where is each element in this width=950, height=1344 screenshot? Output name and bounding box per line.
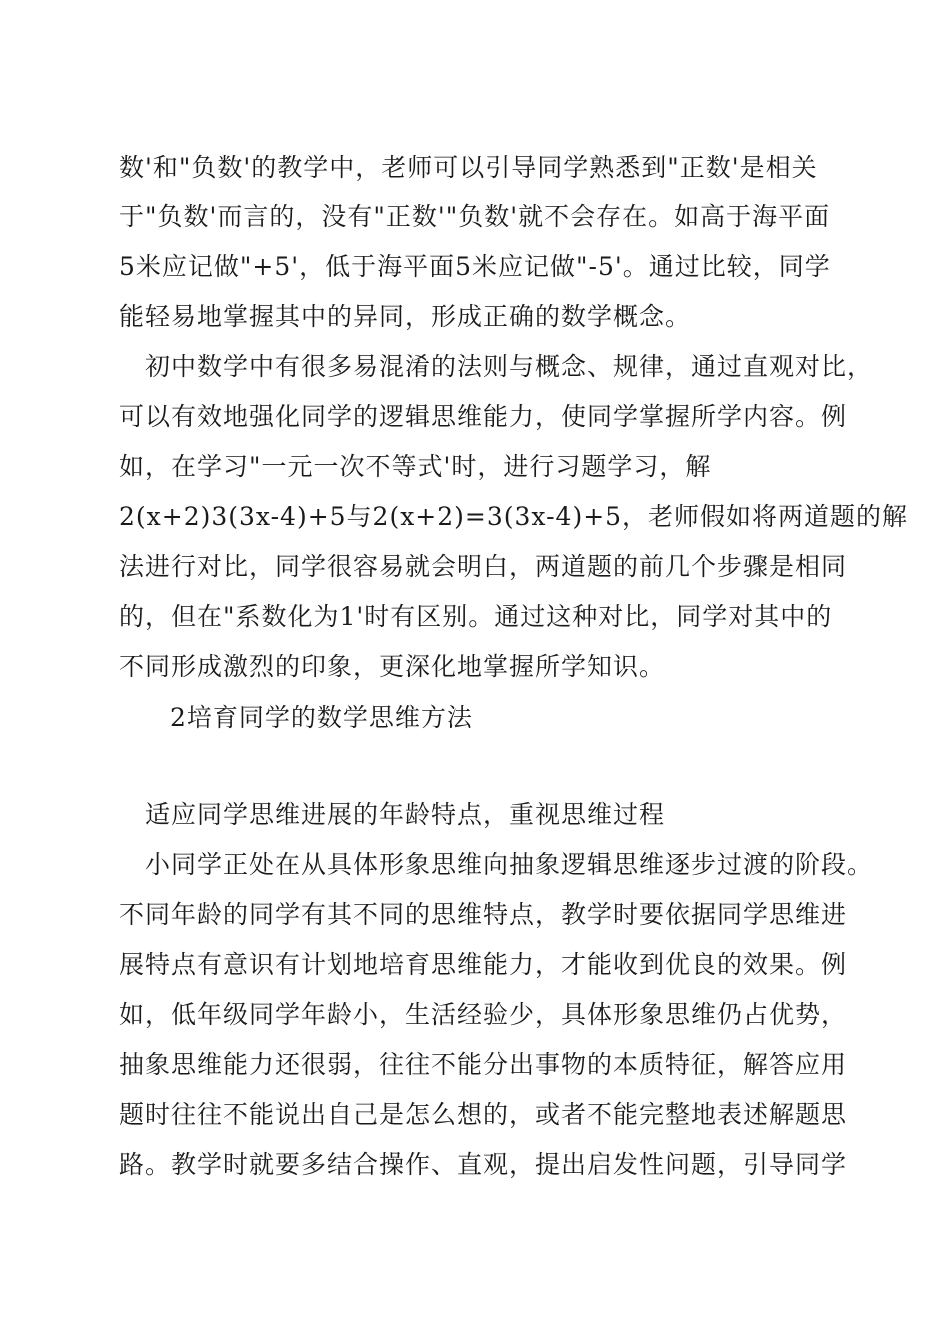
section-heading: 2培育同学的数学思维方法 [170,703,473,732]
text-line: 如，低年级同学年龄小，生活经验少，具体形象思维仍占优势， [119,1000,848,1029]
text-line: 能轻易地掌握其中的异同，形成正确的数学概念。 [119,302,692,331]
text-line: 可以有效地强化同学的逻辑思维能力，使同学掌握所学内容。例 [119,402,848,431]
text-line: 抽象思维能力还很弱，往往不能分出事物的本质特征，解答应用 [119,1050,848,1079]
text-line: 不同形成激烈的印象，更深化地掌握所学知识。 [119,652,666,681]
text-line: 数'和"负数'的教学中，老师可以引导同学熟悉到"正数'是相关 [119,153,818,182]
paragraph-first-line: 初中数学中有很多易混淆的法则与概念、规律，通过直观对比， [145,352,874,381]
subsection-heading: 适应同学思维进展的年龄特点，重视思维过程 [145,800,666,829]
text-line: 的，但在"系数化为1'时有区别。通过这种对比，同学对其中的 [119,602,833,631]
formula-line: 2(x+2)3(3x-4)+5与2(x+2)=3(3x-4)+5，老师假如将两道题的解 [119,502,909,531]
text-line: 路。教学时就要多结合操作、直观，提出启发性问题，引导同学 [119,1150,848,1179]
text-line: 展特点有意识有计划地培育思维能力，才能收到优良的效果。例 [119,950,848,979]
text-line: 5米应记做"+5'，低于海平面5米应记做"-5'。通过比较，同学 [119,252,831,281]
text-line: 法进行对比，同学很容易就会明白，两道题的前几个步骤是相同 [119,552,848,581]
text-line: 题时往往不能说出自己是怎么想的，或者不能完整地表述解题思 [119,1100,848,1129]
text-line: 如，在学习"一元一次不等式'时，进行习题学习，解 [119,452,712,481]
text-line: 不同年龄的同学有其不同的思维特点，教学时要依据同学思维进 [119,900,848,929]
paragraph-first-line: 小同学正处在从具体形象思维向抽象逻辑思维逐步过渡的阶段。 [145,850,874,879]
text-line: 于"负数'而言的，没有"正数'"负数'就不会存在。如高于海平面 [119,202,831,231]
